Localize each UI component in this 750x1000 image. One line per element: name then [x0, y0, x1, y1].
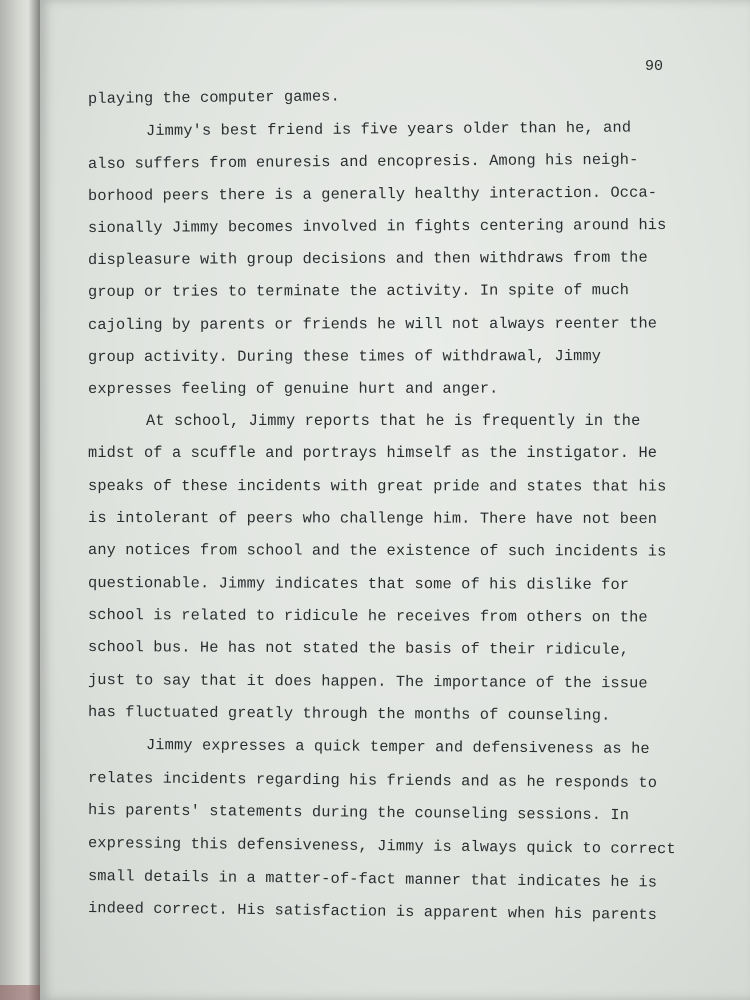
text-line: Jimmy's best friend is five years older than he, and [145, 118, 632, 140]
text-line: midst of a scuffle and portrays himself as the instigator. He [88, 444, 658, 462]
text-line: sionally Jimmy becomes involved in fights centering around his [87, 215, 667, 237]
text-line: also suffers from enuresis and encopresis. Among his neigh- [87, 150, 639, 173]
text-line: questionable. Jimmy indicates that some of his dislike for [87, 574, 630, 594]
text-line: expressing this defensiveness, Jimmy is always quick to correct [87, 834, 676, 859]
text-line: school bus. He has not stated the basis of their ridicule, [87, 638, 630, 659]
page-number: 90 [645, 58, 664, 75]
text-line: expresses feeling of genuine hurt and anger. [87, 379, 499, 398]
text-line: cajoling by parents or friends he will not always reenter the [87, 314, 658, 334]
text-line: relates incidents regarding his friends and as he responds to [87, 769, 658, 792]
text-line: At school, Jimmy reports that he is frequently in the [146, 412, 641, 430]
body-text [87, 87, 728, 950]
text-line: playing the computer games. [87, 87, 340, 108]
text-line: group or tries to terminate the activity. In spite of much [87, 281, 630, 301]
text-line: school is related to ridicule he receives from others on the [87, 606, 648, 627]
text-line: group activity. During these times of withdrawal, Jimmy [87, 347, 602, 366]
text-line: any notices from school and the existence of such incidents is [87, 541, 667, 561]
binding-shadow [0, 985, 42, 1000]
text-line: displeasure with group decisions and then withdraws from the [87, 248, 648, 269]
text-line: Jimmy expresses a quick temper and defensiveness as he [145, 736, 650, 758]
document-page [40, 0, 750, 1000]
text-line: his parents' statements during the counseling sessions. In [87, 801, 630, 825]
text-line: indeed correct. His satisfaction is apparent when his parents [87, 899, 658, 924]
text-line: speaks of these incidents with great pride and states that his [87, 477, 667, 496]
text-line: small details in a matter-of-fact manner that indicates he is [87, 867, 658, 892]
text-line: just to say that it does happen. The importance of the issue [87, 671, 648, 693]
text-line: borhood peers there is a generally healthy interaction. Occa- [87, 183, 658, 205]
text-line: has fluctuated greatly through the months of counseling. [87, 703, 611, 725]
text-line: is intolerant of peers who challenge him. There have not been [87, 509, 658, 528]
book-binding-edge [0, 0, 40, 1000]
